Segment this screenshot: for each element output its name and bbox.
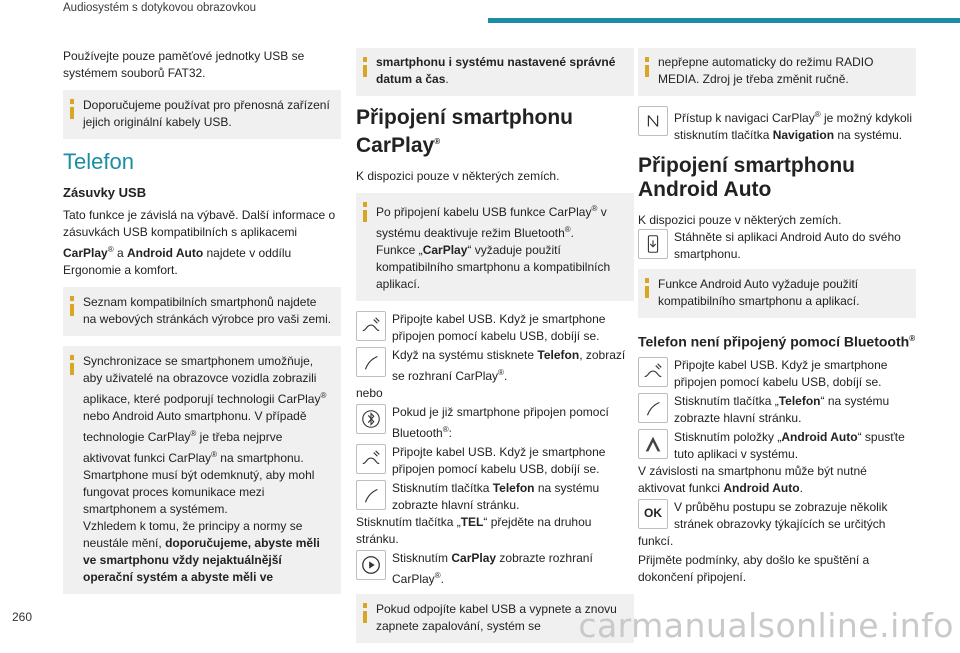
section-title-telefon: Telefon	[63, 149, 134, 174]
bold-tel: TEL	[460, 515, 484, 529]
text-run: Vzhledem k tomu, že principy a normy se neustále mění,	[83, 519, 303, 550]
text-run: Stisknutím	[392, 551, 452, 565]
text-run: Když na systému stisknete	[392, 348, 538, 362]
text-run: je třeba nejprve aktivovat funkci CarPlay	[83, 430, 283, 465]
availability-text: K dispozici pouze v některých zemích.	[356, 169, 560, 183]
bold-navigation: Navigation	[772, 128, 835, 142]
step-press-carplay	[356, 550, 634, 588]
text-run: “ vyžaduje použití kompatibilního smartphonu a kompatibilních aplikací.	[376, 243, 611, 291]
text-run: na systému zobrazte hlavní stránku.	[392, 481, 600, 512]
note-compatible-phones	[63, 287, 341, 336]
touch-finger-icon	[638, 393, 668, 423]
registered-mark: ®	[190, 429, 197, 438]
period: .	[799, 480, 803, 495]
step-text	[638, 393, 916, 427]
bold-android-auto: Android Auto	[781, 429, 858, 444]
text-run: Funkce „	[376, 243, 423, 257]
note-date-time	[356, 48, 634, 96]
step-bluetooth-connected	[356, 404, 634, 442]
step-download-app	[638, 229, 916, 263]
note-synchronization	[63, 346, 341, 594]
column-middle	[356, 48, 634, 653]
heading-text: Připojení smartphonu CarPlay	[356, 106, 574, 157]
bold-carplay: CarPlay	[422, 243, 468, 257]
accept-terms-text: Přijměte podmínky, aby došlo ke spuštění a dokončení připojení.	[638, 552, 870, 584]
text-run: , zobrazí se rozhraní CarPlay	[392, 348, 626, 383]
step-text: Připojte kabel USB. Když je smartphone připojen pomocí kabelu USB, dobíjí se.	[392, 312, 606, 343]
registered-mark: ®	[442, 425, 449, 434]
text-run: Synchronizace se smartphonem umožňuje, aby uživatelé na obrazovce vozidla zobrazili aplikace, které podporují technologii CarPlay	[83, 354, 321, 406]
text-run: na systému.	[834, 128, 903, 142]
text-run: “ přejděte na druhou stránku.	[356, 515, 592, 546]
tel-text	[356, 514, 634, 548]
subheading-no-bluetooth	[638, 330, 916, 351]
bold-android-auto: Android Auto	[126, 246, 204, 260]
phone-download-icon	[638, 229, 668, 259]
text-run: Přístup k navigaci CarPlay	[674, 111, 815, 125]
step-press-telefon	[356, 347, 634, 385]
period: .	[445, 72, 449, 86]
bold-carplay: CarPlay	[451, 551, 497, 565]
navigation-arrow-icon	[638, 106, 668, 136]
bluetooth-icon	[356, 404, 386, 434]
text-run: “ spusťte tuto aplikaci v systému.	[674, 429, 905, 461]
step-connect-usb-2	[356, 444, 634, 478]
note-text: Doporučujeme používat pro přenosná zařízení jejich originální kabely USB.	[83, 98, 330, 129]
bold-date-time: smartphonu i systému nastavené správné datum a čas	[376, 55, 616, 86]
ok-button-icon	[638, 499, 668, 529]
registered-mark: ®	[498, 368, 504, 377]
or-text: nebo	[356, 386, 383, 400]
note-carplay-bluetooth	[356, 193, 634, 301]
step-text: V průběhu postupu se zobrazuje několik stránek obrazovky týkajících se určitých funkcí.	[638, 499, 888, 548]
text-run: Pokud je již smartphone připojen pomocí Bluetooth	[392, 405, 609, 440]
section-title-carplay	[356, 106, 634, 158]
registered-mark: ®	[211, 450, 217, 459]
text-run: a	[113, 246, 127, 260]
column-right	[638, 48, 916, 594]
header-title: Audiosystém s dotykovou obrazovkou	[63, 2, 257, 14]
note-text: nepřepne automaticky do režimu RADIO MEDIA. Zdroj je třeba změnit ručně.	[658, 55, 874, 86]
text-run: V závislosti na smartphonu může být nutné aktivovat funkci	[638, 463, 867, 495]
subheading-usb-sockets: Zásuvky USB	[63, 185, 147, 200]
text-run: na smartphonu.	[216, 451, 304, 465]
text-run: Tato funkce je závislá na výbavě. Další informace o zásuvkách USB kompatibilních s aplikacemi	[63, 208, 336, 239]
step-press-telefon-3	[638, 393, 916, 427]
text-run: Stisknutím tlačítka „	[356, 515, 461, 529]
text-run: Po připojení kabelu USB funkce CarPlay	[376, 205, 592, 219]
note-android-compat	[638, 269, 916, 318]
bold-android-auto: Android Auto	[723, 480, 800, 495]
usb-sockets-text	[63, 207, 341, 279]
registered-mark: ®	[814, 110, 821, 119]
step-navigation	[638, 106, 916, 144]
step-text	[638, 106, 916, 144]
usb-fat32-text: Používejte pouze paměťové jednotky USB se systémem souborů FAT32.	[63, 49, 305, 80]
text-run: nebo Android Auto smartphonu. V případě technologie CarPlay	[83, 409, 307, 444]
step-text: Pokud je již smartphone připojen pomocí Bluetooth®:	[392, 405, 609, 440]
section-title-android-auto: Připojení smartphonu Android Auto	[638, 154, 856, 201]
note-text: Seznam kompatibilních smartphonů najdete na webových stránkách výrobce pro vaši zemi.	[83, 295, 332, 326]
registered-mark: ®	[107, 245, 114, 254]
text-run: v systému deaktivuje režim Bluetooth	[376, 205, 607, 240]
text-run: Stisknutím položky „	[674, 429, 782, 444]
watermark: carmanualsonline.info	[578, 606, 954, 645]
step-connect-usb	[356, 311, 634, 345]
step-press-telefon-2	[356, 480, 634, 514]
bold-recommendation: doporučujeme, abyste měli ve smartphonu vždy nejaktuálnější operační systém a abyste měli ve	[83, 536, 320, 584]
dependency-text	[638, 463, 916, 497]
usb-cable-icon	[356, 444, 386, 474]
registered-mark: ®	[591, 204, 598, 213]
text-run: Stisknutím tlačítka „	[674, 393, 779, 408]
step-text	[356, 550, 634, 588]
note-original-cables	[63, 90, 341, 139]
registered-mark: ®	[564, 225, 571, 234]
registered-mark: ®	[434, 571, 441, 580]
bold-telefon: Telefon	[778, 393, 821, 408]
heading-text: Telefon není připojený pomocí Bluetooth	[638, 333, 910, 350]
step-text	[356, 347, 634, 385]
text-run: Smartphone musí být odemknutý, aby mohl fungovat proces komunikace mezi smartphonem a systémem.	[83, 468, 315, 516]
note-text: Funkce Android Auto vyžaduje použití kompatibilního smartphonu a aplikací.	[658, 277, 860, 308]
step-connect-usb-3	[638, 357, 916, 391]
registered-mark: ®	[434, 137, 441, 146]
step-text: Připojte kabel USB. Když je smartphone připojen pomocí kabelu USB, dobíjí se.	[674, 357, 888, 389]
registered-mark: ®	[320, 391, 327, 400]
usb-cable-icon	[356, 311, 386, 341]
page-number: 260	[12, 610, 33, 624]
text-run: Stisknutím tlačítka	[392, 481, 493, 495]
carplay-play-icon	[356, 550, 386, 580]
step-text	[638, 429, 916, 463]
column-left	[63, 48, 341, 604]
android-auto-icon	[638, 429, 668, 459]
period: .	[503, 369, 508, 383]
text-run: je možný kdykoli stisknutím tlačítka	[674, 111, 913, 142]
text-run: zobrazte rozhraní CarPlay	[392, 551, 593, 586]
period: .	[570, 226, 575, 240]
availability-text: K dispozici pouze v některých zemích.	[638, 213, 842, 227]
ok-label: OK	[644, 506, 662, 521]
touch-finger-icon	[356, 480, 386, 510]
text-run: najdete v oddílu Ergonomie a komfort.	[63, 246, 292, 277]
registered-mark: ®	[909, 334, 916, 343]
bold-telefon: Telefon	[492, 481, 535, 495]
note-text: Pokud odpojíte kabel USB a vypnete a znovu zapnete zapalování, systém se	[376, 602, 617, 633]
step-press-android-auto	[638, 429, 916, 463]
text-run: “ na systému zobrazte hlavní stránku.	[674, 393, 890, 425]
touch-finger-icon	[356, 347, 386, 377]
bold-telefon: Telefon	[537, 348, 580, 362]
step-text: Stáhněte si aplikaci Android Auto do svého smartphonu.	[674, 230, 901, 261]
usb-cable-icon	[638, 357, 668, 387]
step-text	[356, 480, 634, 514]
step-text: Připojte kabel USB. Když je smartphone připojen pomocí kabelu USB, dobíjí se.	[392, 445, 606, 476]
note-radio-media	[638, 48, 916, 96]
bold-carplay: CarPlay	[63, 246, 108, 260]
period: .	[440, 572, 444, 586]
header-accent-bar	[488, 18, 960, 23]
step-ok-pages	[638, 499, 916, 550]
